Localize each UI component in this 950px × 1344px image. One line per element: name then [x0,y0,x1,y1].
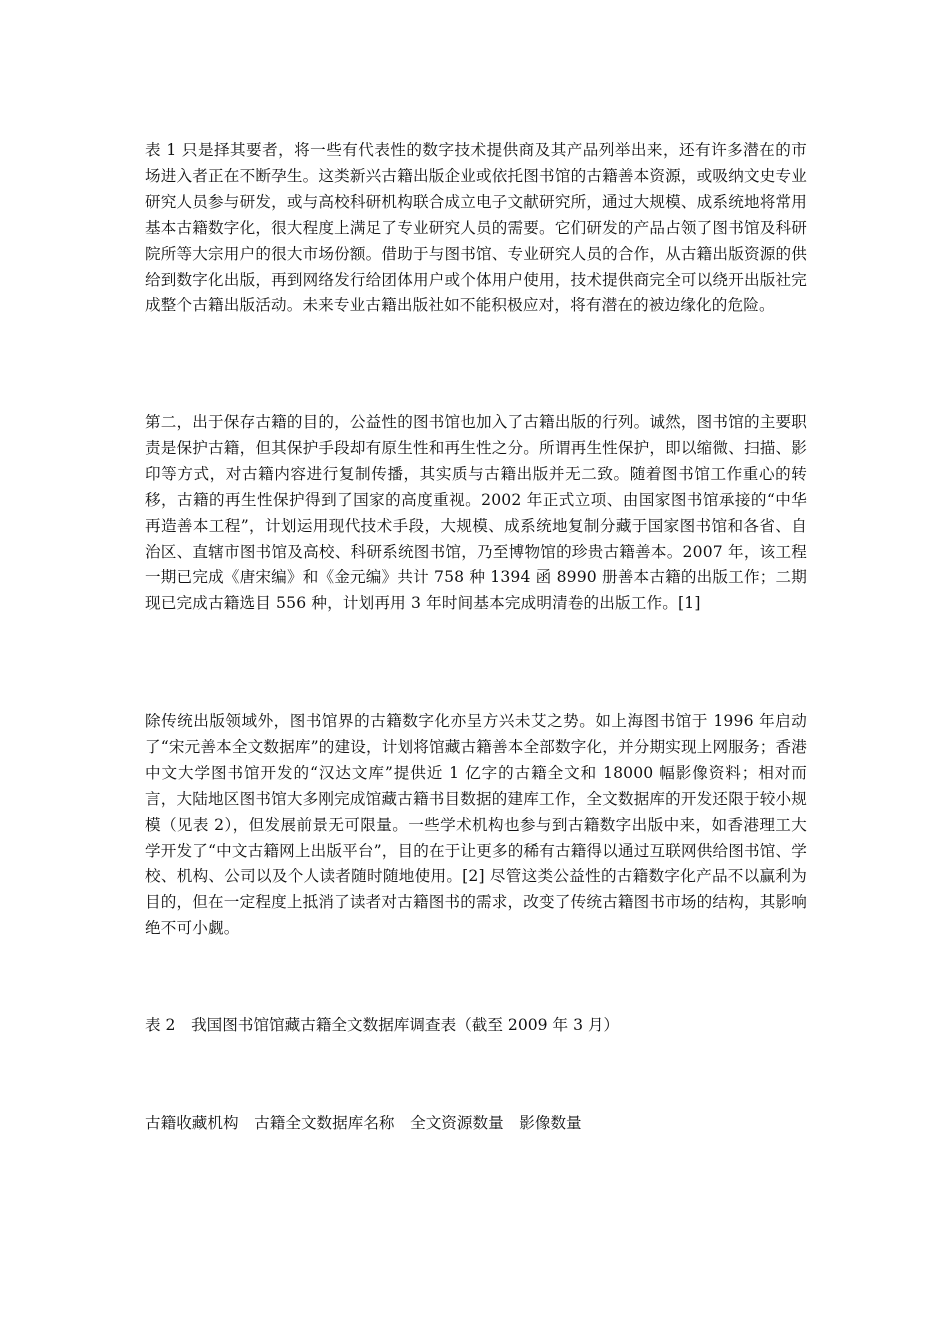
paragraph-table1-commentary: 表 1 只是择其要者，将一些有代表性的数字技术提供商及其产品列举出来，还有许多潜在的市场进入者正在不断孕生。这类新兴古籍出版企业或依托图书馆的古籍善本资源，或吸纳文史专业研究人员参与研发，或与高校科研机构联合成立电子文献研究所，通过大规模、成系统地将常用基本古籍数字化，很大程度上满足了专业研究人员的需要。它们研发的产品占领了图书馆及科研院所等大宗用户的很大市场份额。借助于与图书馆、专业研究人员的合作，从古籍出版资源的供给到数字化出版，再到网络发行给团体用户或个体用户使用，技术提供商完全可以绕开出版社完成整个古籍出版活动。未来专业古籍出版社如不能积极应对，将有潜在的被边缘化的危险。 [145,141,807,315]
paragraph-library-digitization: 除传统出版领域外，图书馆界的古籍数字化亦呈方兴未艾之势。如上海图书馆于 1996 年启动了“宋元善本全文数据库”的建设，计划将馆藏古籍善本全部数字化，并分期实现上网服务；香港中文大学图书馆开发的“汉达文库”提供近 1 亿字的古籍全文和 18000 幅影像资料；相对而言，大陆地区图书馆大多刚完成馆藏古籍书目数据的建库工作，全文数据库的开发还限于较小规模（见表 2），但发展前景无可限量。一些学术机构也参与到古籍数字出版中来，如香港理工大学开发了“中文古籍网上出版平台”，目的在于让更多的稀有古籍得以通过互联网供给图书馆、学校、机构、公司以及个人读者随时随地使用。[2] 尽管这类公益性的古籍数字化产品不以赢利为目的，但在一定程度上抵消了读者对古籍图书的需求，改变了传统古籍图书市场的结构，其影响绝不可小觑。 [145,712,807,938]
table-header-row: 古籍收藏机构 古籍全文数据库名称 全文资源数量 影像数量 [145,1114,582,1132]
paragraph-library-preservation: 第二，出于保存古籍的目的，公益性的图书馆也加入了古籍出版的行列。诚然，图书馆的主要职责是保护古籍，但其保护手段却有原生性和再生性之分。所谓再生性保护，即以缩微、扫描、影印等方式，对古籍内容进行复制传播，其实质与古籍出版并无二致。随着图书馆工作重心的转移，古籍的再生性保护得到了国家的高度重视。2002 年正式立项、由国家图书馆承接的“中华再造善本工程”，计划运用现代技术手段，大规模、成系统地复制分藏于国家图书馆和各省、自治区、直辖市图书馆及高校、科研系统图书馆，乃至博物馆的珍贵古籍善本。2007 年，该工程一期已完成《唐宋编》和《金元编》共计 758 种 1394 函 8990 册善本古籍的出版工作；二期现已完成古籍选目 556 种，计划再用 3 年时间基本完成明清卷的出版工作。[1] [145,413,807,613]
table-caption: 表 2 我国图书馆馆藏古籍全文数据库调查表（截至 2009 年 3 月） [145,1016,620,1034]
